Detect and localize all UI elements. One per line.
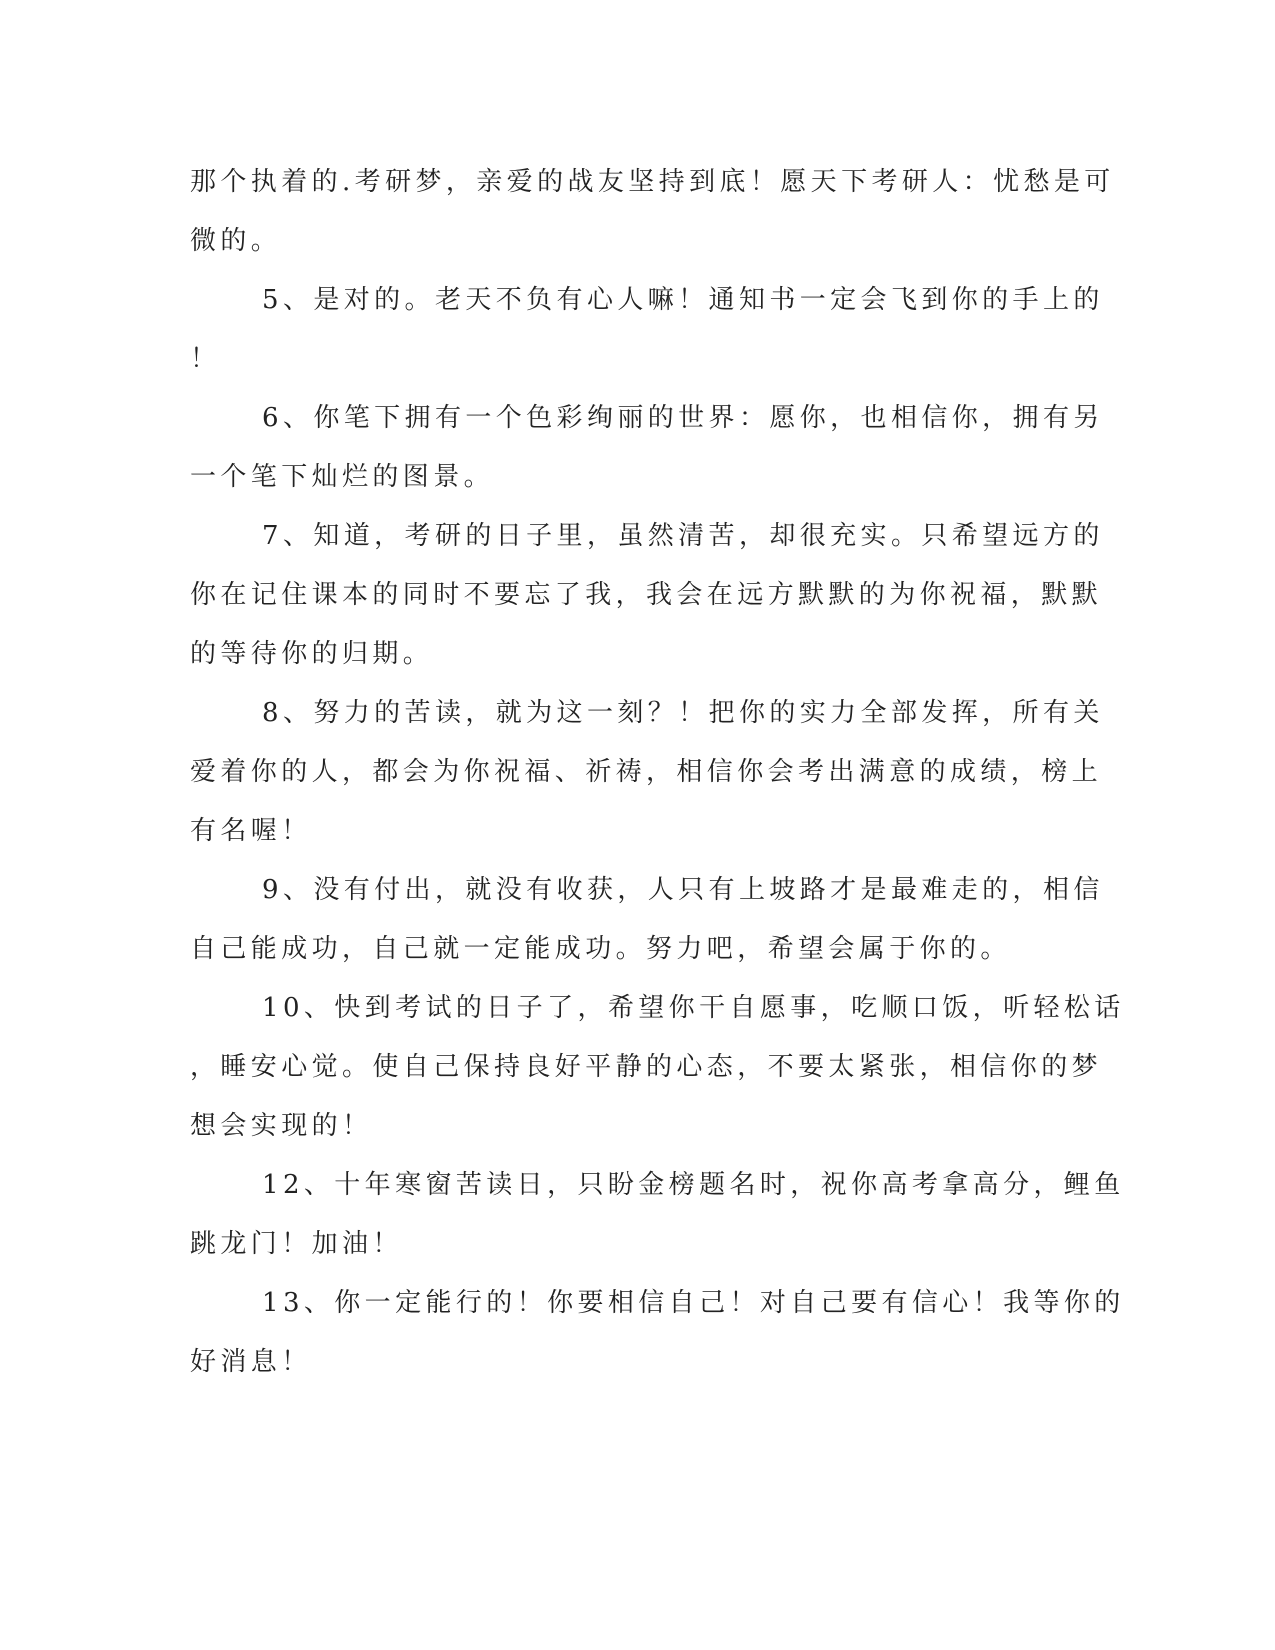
paragraph-line: 你在记住课本的同时不要忘了我，我会在远方默默的为你祝福，默默 [190, 580, 1103, 610]
paragraph-line: 一个笔下灿烂的图景。 [190, 462, 495, 492]
paragraph-line: 自己能成功，自己就一定能成功。努力吧，希望会属于你的。 [190, 934, 1011, 964]
paragraph-line: 13、你一定能行的！你要相信自己！对自己要有信心！我等你的 [262, 1288, 1125, 1318]
paragraph-line: 的等待你的归期。 [190, 639, 434, 669]
paragraph-line: 有名喔！ [190, 816, 312, 846]
paragraph-line: 5、是对的。老天不负有心人嘛！通知书一定会飞到你的手上的 [262, 285, 1104, 315]
paragraph-line: 跳龙门！加油！ [190, 1229, 403, 1259]
paragraph-line: 那个执着的.考研梦，亲爱的战友坚持到底！愿天下考研人：忧愁是可 [190, 167, 1115, 197]
paragraph-line: ！ [190, 344, 221, 374]
paragraph-line: ，睡安心觉。使自己保持良好平静的心态，不要太紧张，相信你的梦 [190, 1052, 1103, 1082]
paragraph-line: 8、努力的苦读，就为这一刻？！把你的实力全部发挥，所有关 [262, 698, 1104, 728]
paragraph-line: 10、快到考试的日子了，希望你干自愿事，吃顺口饭，听轻松话 [262, 993, 1125, 1023]
paragraph-line: 爱着你的人，都会为你祝福、祈祷，相信你会考出满意的成绩，榜上 [190, 757, 1103, 787]
paragraph-line: 7、知道，考研的日子里，虽然清苦，却很充实。只希望远方的 [262, 521, 1104, 551]
paragraph-line: 12、十年寒窗苦读日，只盼金榜题名时，祝你高考拿高分，鲤鱼 [262, 1170, 1125, 1200]
paragraph-line: 想会实现的！ [190, 1111, 373, 1141]
paragraph-line: 9、没有付出，就没有收获，人只有上坡路才是最难走的，相信 [262, 875, 1104, 905]
paragraph-line: 微的。 [190, 226, 282, 256]
paragraph-line: 好消息！ [190, 1347, 312, 1377]
paragraph-line: 6、你笔下拥有一个色彩绚丽的世界：愿你，也相信你，拥有另 [262, 403, 1104, 433]
